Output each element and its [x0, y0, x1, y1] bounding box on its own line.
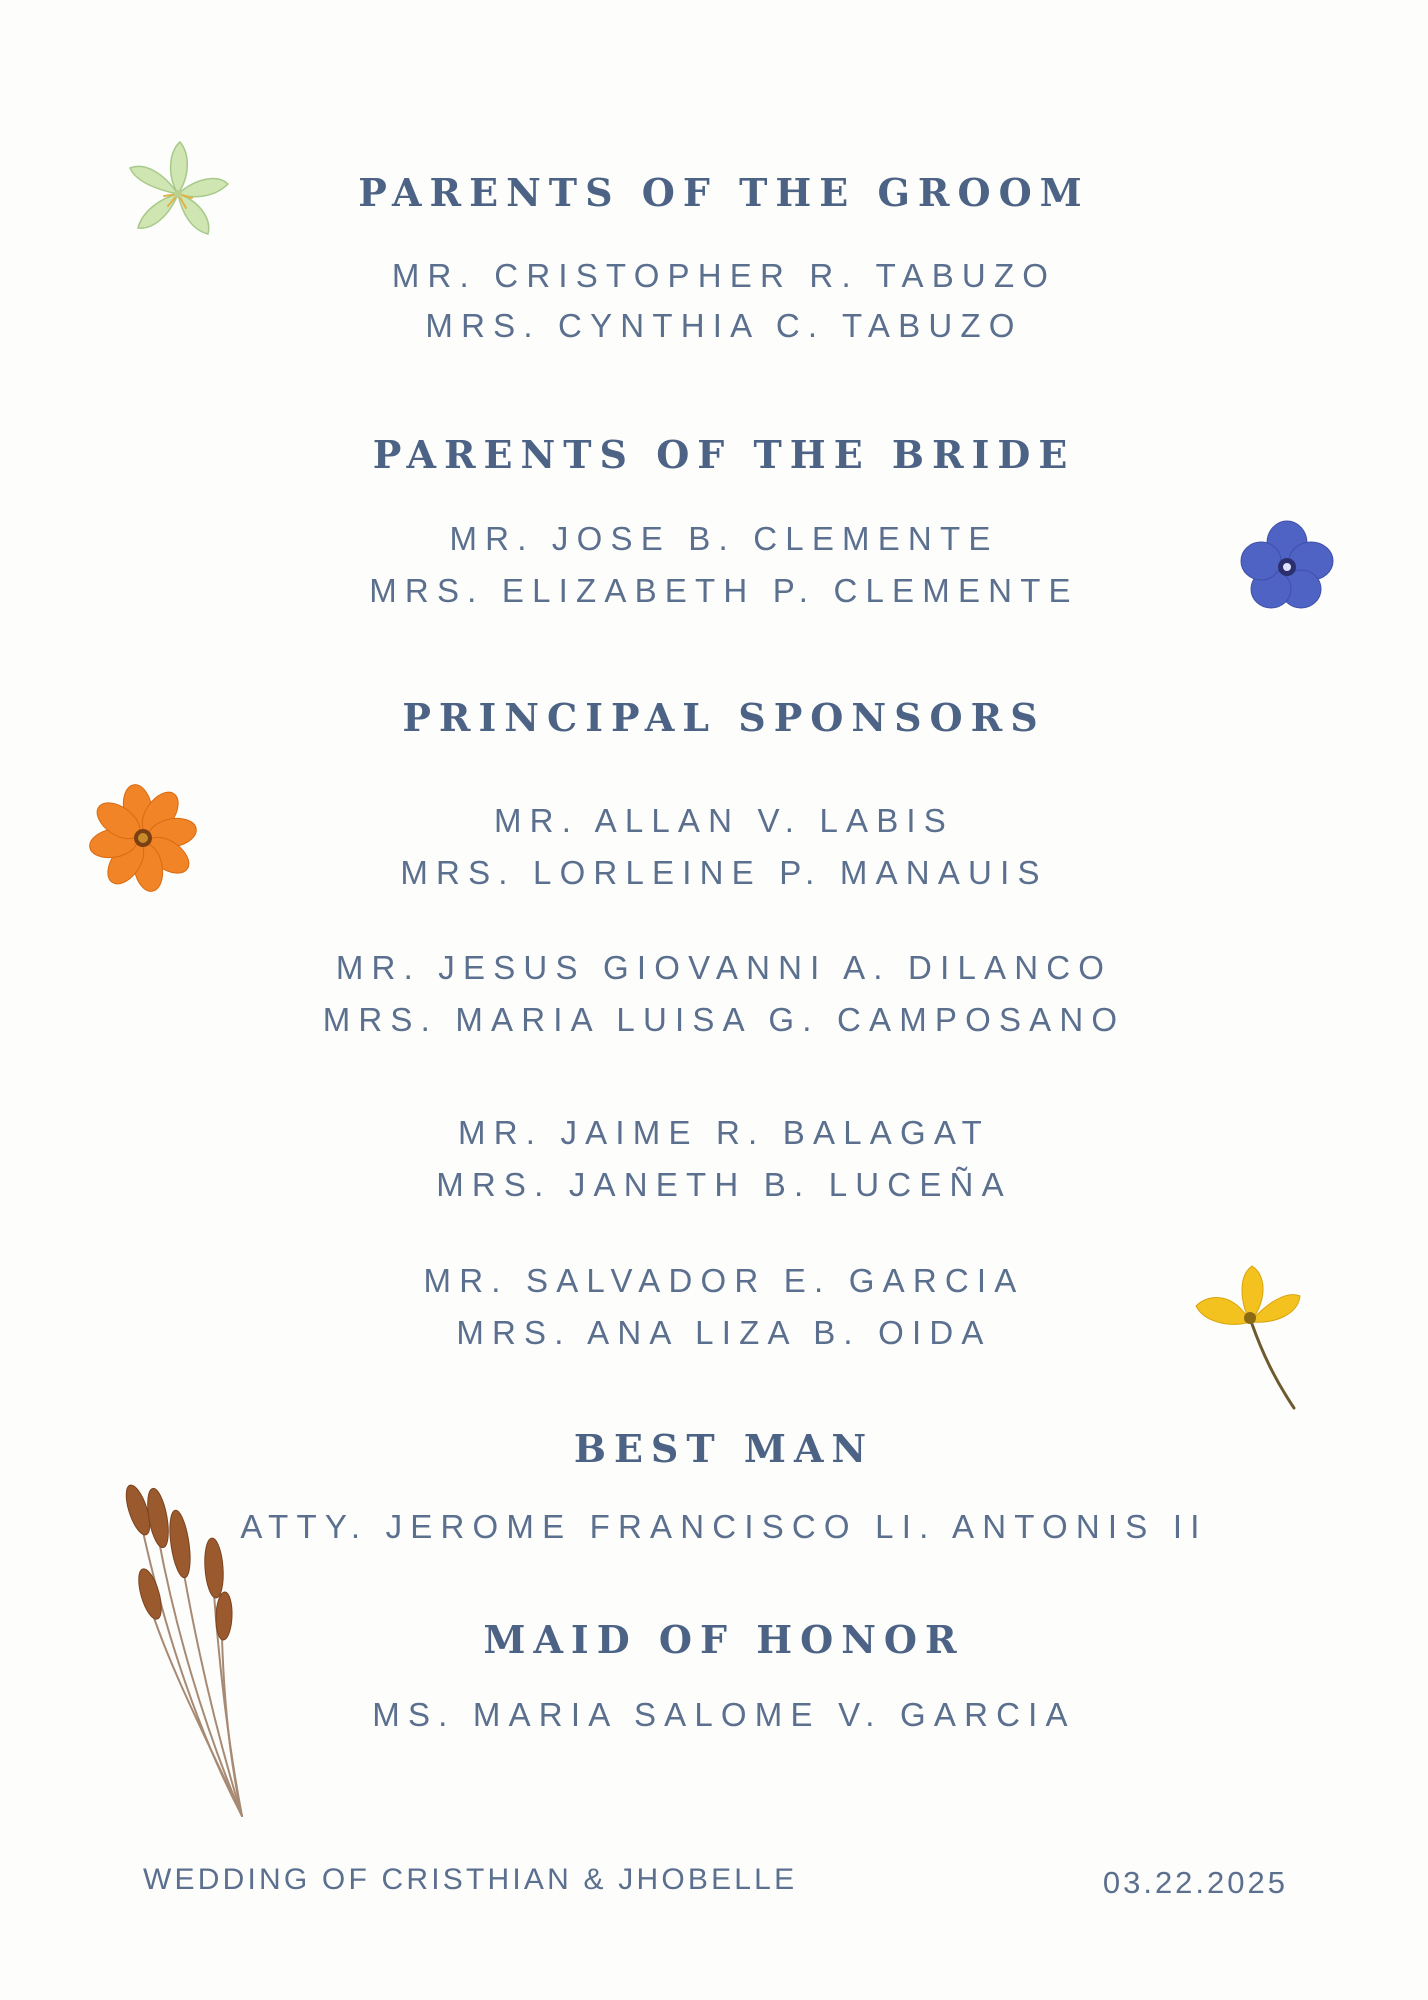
sponsor-name: MRS. LORLEINE P. MANAUIS — [400, 854, 1048, 891]
best-man-heading: BEST MAN — [573, 1426, 875, 1471]
groom-father-name: MR. CRISTOPHER R. TABUZO — [391, 257, 1057, 294]
sponsor-name: MRS. JANETH B. LUCEÑA — [436, 1166, 1012, 1203]
sponsor-name: MR. JESUS GIOVANNI A. DILANCO — [335, 949, 1113, 986]
maid-of-honor-heading: MAID OF HONOR — [483, 1617, 965, 1662]
maid-of-honor-name: MS. MARIA SALOME V. GARCIA — [372, 1696, 1076, 1733]
yellow-flower-icon — [1190, 1262, 1306, 1412]
best-man-name: ATTY. JEROME FRANCISCO LI. ANTONIS II — [240, 1508, 1208, 1545]
groom-mother-name: MRS. CYNTHIA C. TABUZO — [425, 307, 1023, 344]
bride-mother-name: MRS. ELIZABETH P. CLEMENTE — [369, 572, 1079, 609]
wedding-date: 03.22.2025 — [1102, 1865, 1288, 1900]
principal-sponsors-heading: PRINCIPAL SPONSORS — [402, 695, 1046, 740]
bride-parents-heading: PARENTS OF THE BRIDE — [372, 432, 1076, 477]
green-flower-icon — [118, 136, 238, 252]
orange-flower-icon — [86, 782, 200, 894]
sponsor-name: MRS. MARIA LUISA G. CAMPOSANO — [322, 1001, 1126, 1038]
sponsor-name: MR. JAIME R. BALAGAT — [458, 1114, 990, 1151]
groom-parents-heading: PARENTS OF THE GROOM — [358, 170, 1090, 215]
dried-grass-icon — [118, 1482, 258, 1818]
blue-flower-icon — [1238, 520, 1336, 614]
sponsor-name: MR. SALVADOR E. GARCIA — [423, 1262, 1025, 1299]
wedding-title: WEDDING OF CRISTHIAN & JHOBELLE — [143, 1863, 798, 1896]
bride-father-name: MR. JOSE B. CLEMENTE — [449, 520, 999, 557]
sponsor-name: MR. ALLAN V. LABIS — [493, 802, 955, 839]
sponsor-name: MRS. ANA LIZA B. OIDA — [456, 1314, 992, 1351]
